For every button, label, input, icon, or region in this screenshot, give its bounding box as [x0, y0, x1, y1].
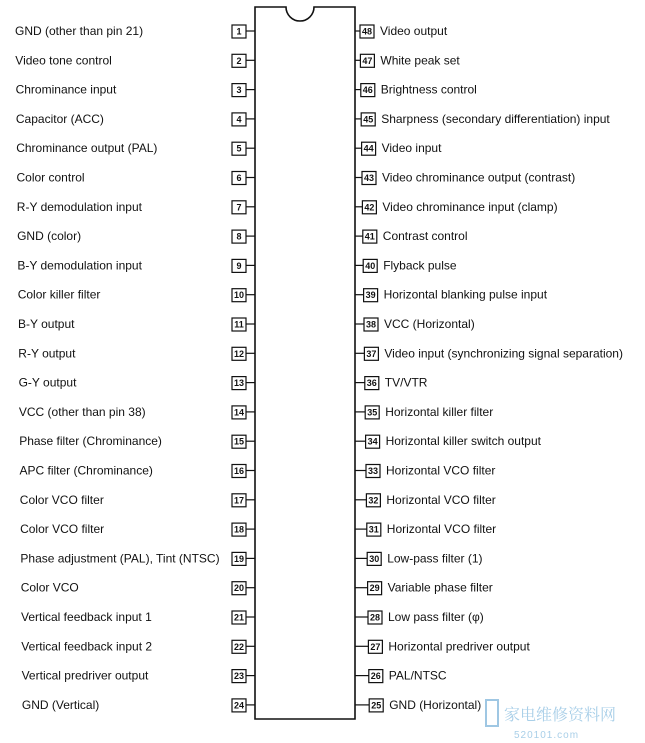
- pin-15-number: 15: [233, 436, 245, 447]
- pin-9-label: B-Y demodulation input: [17, 258, 142, 273]
- pin-6-label: Color control: [16, 170, 85, 185]
- pin-28-number: 28: [369, 612, 381, 623]
- pin-group: [15, 24, 623, 712]
- pin-30-number: 30: [369, 553, 380, 564]
- pin-24-number: 24: [233, 700, 245, 711]
- pin-13-number: 13: [233, 378, 245, 389]
- pin-14-label: VCC (other than pin 38): [18, 404, 146, 419]
- watermark-logo-icon: [486, 700, 498, 726]
- pin-21-number: 21: [233, 612, 245, 623]
- pin-23-number: 23: [233, 671, 245, 682]
- pin-36-number: 36: [366, 378, 377, 389]
- pin-4-number: 4: [236, 114, 242, 125]
- pin-14-number: 14: [233, 407, 245, 418]
- pin-42-label: Video chrominance input (clamp): [382, 199, 558, 214]
- pin-19-label: Phase adjustment (PAL), Tint (NTSC): [20, 551, 220, 566]
- pin-34-label: Horizontal killer switch output: [385, 434, 542, 449]
- pin-8-label: GND (color): [17, 229, 82, 244]
- pin-11-label: B-Y output: [18, 317, 75, 331]
- pin-20-number: 20: [233, 583, 245, 594]
- pin-8-number: 8: [236, 231, 242, 242]
- pin-46-label: Brightness control: [380, 82, 477, 97]
- pin-10-label: Color killer filter: [17, 287, 101, 302]
- pin-40-label: Flyback pulse: [383, 258, 457, 273]
- pin-39-label: Horizontal blanking pulse input: [383, 287, 548, 302]
- pin-3-label: Chrominance input: [15, 82, 117, 97]
- pin-37-label: Video input (synchronizing signal separation): [384, 346, 623, 361]
- pin-42-number: 42: [364, 202, 375, 213]
- pin-27-label: Horizontal predriver output: [388, 639, 530, 654]
- pin-38-number: 38: [365, 319, 377, 330]
- pin-15-label: Phase filter (Chrominance): [19, 434, 162, 449]
- pin-37-number: 37: [366, 348, 377, 359]
- pin-2-label: Video tone control: [15, 53, 112, 68]
- pin-32-label: Horizontal VCO filter: [386, 492, 496, 507]
- pin-44-number: 44: [363, 143, 374, 154]
- pin-48-number: 48: [361, 26, 373, 37]
- pin-43-number: 43: [363, 173, 375, 183]
- pin-3-number: 3: [236, 85, 242, 96]
- pin-44-label: Video input: [381, 141, 442, 156]
- pin-1-label: GND (other than pin 21): [15, 24, 144, 38]
- pin-24-label: GND (Vertical): [21, 697, 100, 712]
- pin-26-number: 26: [370, 671, 381, 682]
- pin-7-number: 7: [236, 202, 242, 213]
- pin-6-number: 6: [236, 173, 242, 183]
- pin-45-number: 45: [363, 114, 374, 125]
- pin-28-label: Low pass filter (φ): [388, 610, 484, 624]
- pin-34-number: 34: [367, 436, 378, 447]
- pin-12-label: R-Y output: [18, 346, 76, 361]
- pin-20-label: Color VCO: [20, 580, 79, 595]
- pin-29-number: 29: [369, 583, 380, 594]
- pin-5-label: Chrominance output (PAL): [16, 141, 158, 156]
- pin-13-label: G-Y output: [18, 375, 77, 390]
- pin-17-number: 17: [233, 495, 245, 506]
- pin-26-label: PAL/NTSC: [388, 668, 447, 683]
- pin-22-label: Vertical feedback input 2: [21, 639, 153, 654]
- pin-35-number: 35: [367, 407, 378, 418]
- ic-body: [255, 7, 355, 719]
- pin-45-label: Sharpness (secondary differentiation) input: [381, 111, 610, 126]
- pin-21-label: Vertical feedback input 1: [21, 610, 152, 624]
- pin-27-number: 27: [370, 641, 381, 652]
- pin-47-label: White peak set: [380, 53, 460, 68]
- pin-47-number: 47: [362, 55, 373, 66]
- pin-16-label: APC filter (Chrominance): [19, 463, 153, 478]
- pin-18-label: Color VCO filter: [20, 522, 105, 537]
- pin-38-label: VCC (Horizontal): [384, 317, 475, 331]
- pin-12-number: 12: [233, 348, 245, 359]
- pin-2-number: 2: [236, 55, 242, 66]
- pin-7-label: R-Y demodulation input: [16, 199, 143, 214]
- pin-17-label: Color VCO filter: [19, 492, 104, 507]
- pin-48-label: Video output: [380, 24, 448, 38]
- watermark-url: 520101.com: [514, 730, 580, 741]
- pin-32-number: 32: [368, 495, 379, 506]
- pin-4-label: Capacitor (ACC): [15, 111, 104, 126]
- pin-41-number: 41: [364, 231, 375, 242]
- pin-29-label: Variable phase filter: [387, 580, 493, 595]
- pin-41-label: Contrast control: [382, 229, 468, 244]
- pin-16-number: 16: [233, 466, 245, 476]
- pin-23-label: Vertical predriver output: [21, 668, 149, 683]
- pin-9-number: 9: [236, 260, 242, 271]
- pin-35-label: Horizontal killer filter: [385, 404, 494, 419]
- watermark: [486, 700, 616, 741]
- pin-33-number: 33: [367, 466, 379, 476]
- pin-40-number: 40: [365, 260, 376, 271]
- pin-25-label: GND (Horizontal): [389, 697, 482, 712]
- pin-30-label: Low-pass filter (1): [387, 551, 483, 566]
- pin-33-label: Horizontal VCO filter: [386, 463, 496, 478]
- pin-22-number: 22: [233, 641, 245, 652]
- pin-11-number: 11: [234, 319, 244, 330]
- pin-31-label: Horizontal VCO filter: [386, 522, 497, 537]
- pin-46-number: 46: [362, 85, 373, 96]
- watermark-text: 家电维修资料网: [504, 707, 617, 724]
- pin-43-label: Video chrominance output (contrast): [382, 170, 576, 185]
- pin-31-number: 31: [368, 524, 379, 535]
- pin-10-number: 10: [233, 290, 245, 301]
- pin-39-number: 39: [365, 290, 376, 301]
- pin-19-number: 19: [233, 553, 245, 564]
- pin-1-number: 1: [236, 26, 242, 37]
- pin-25-number: 25: [371, 700, 382, 711]
- pin-36-label: TV/VTR: [384, 375, 428, 390]
- pin-18-number: 18: [233, 524, 245, 535]
- pin-5-number: 5: [236, 143, 242, 154]
